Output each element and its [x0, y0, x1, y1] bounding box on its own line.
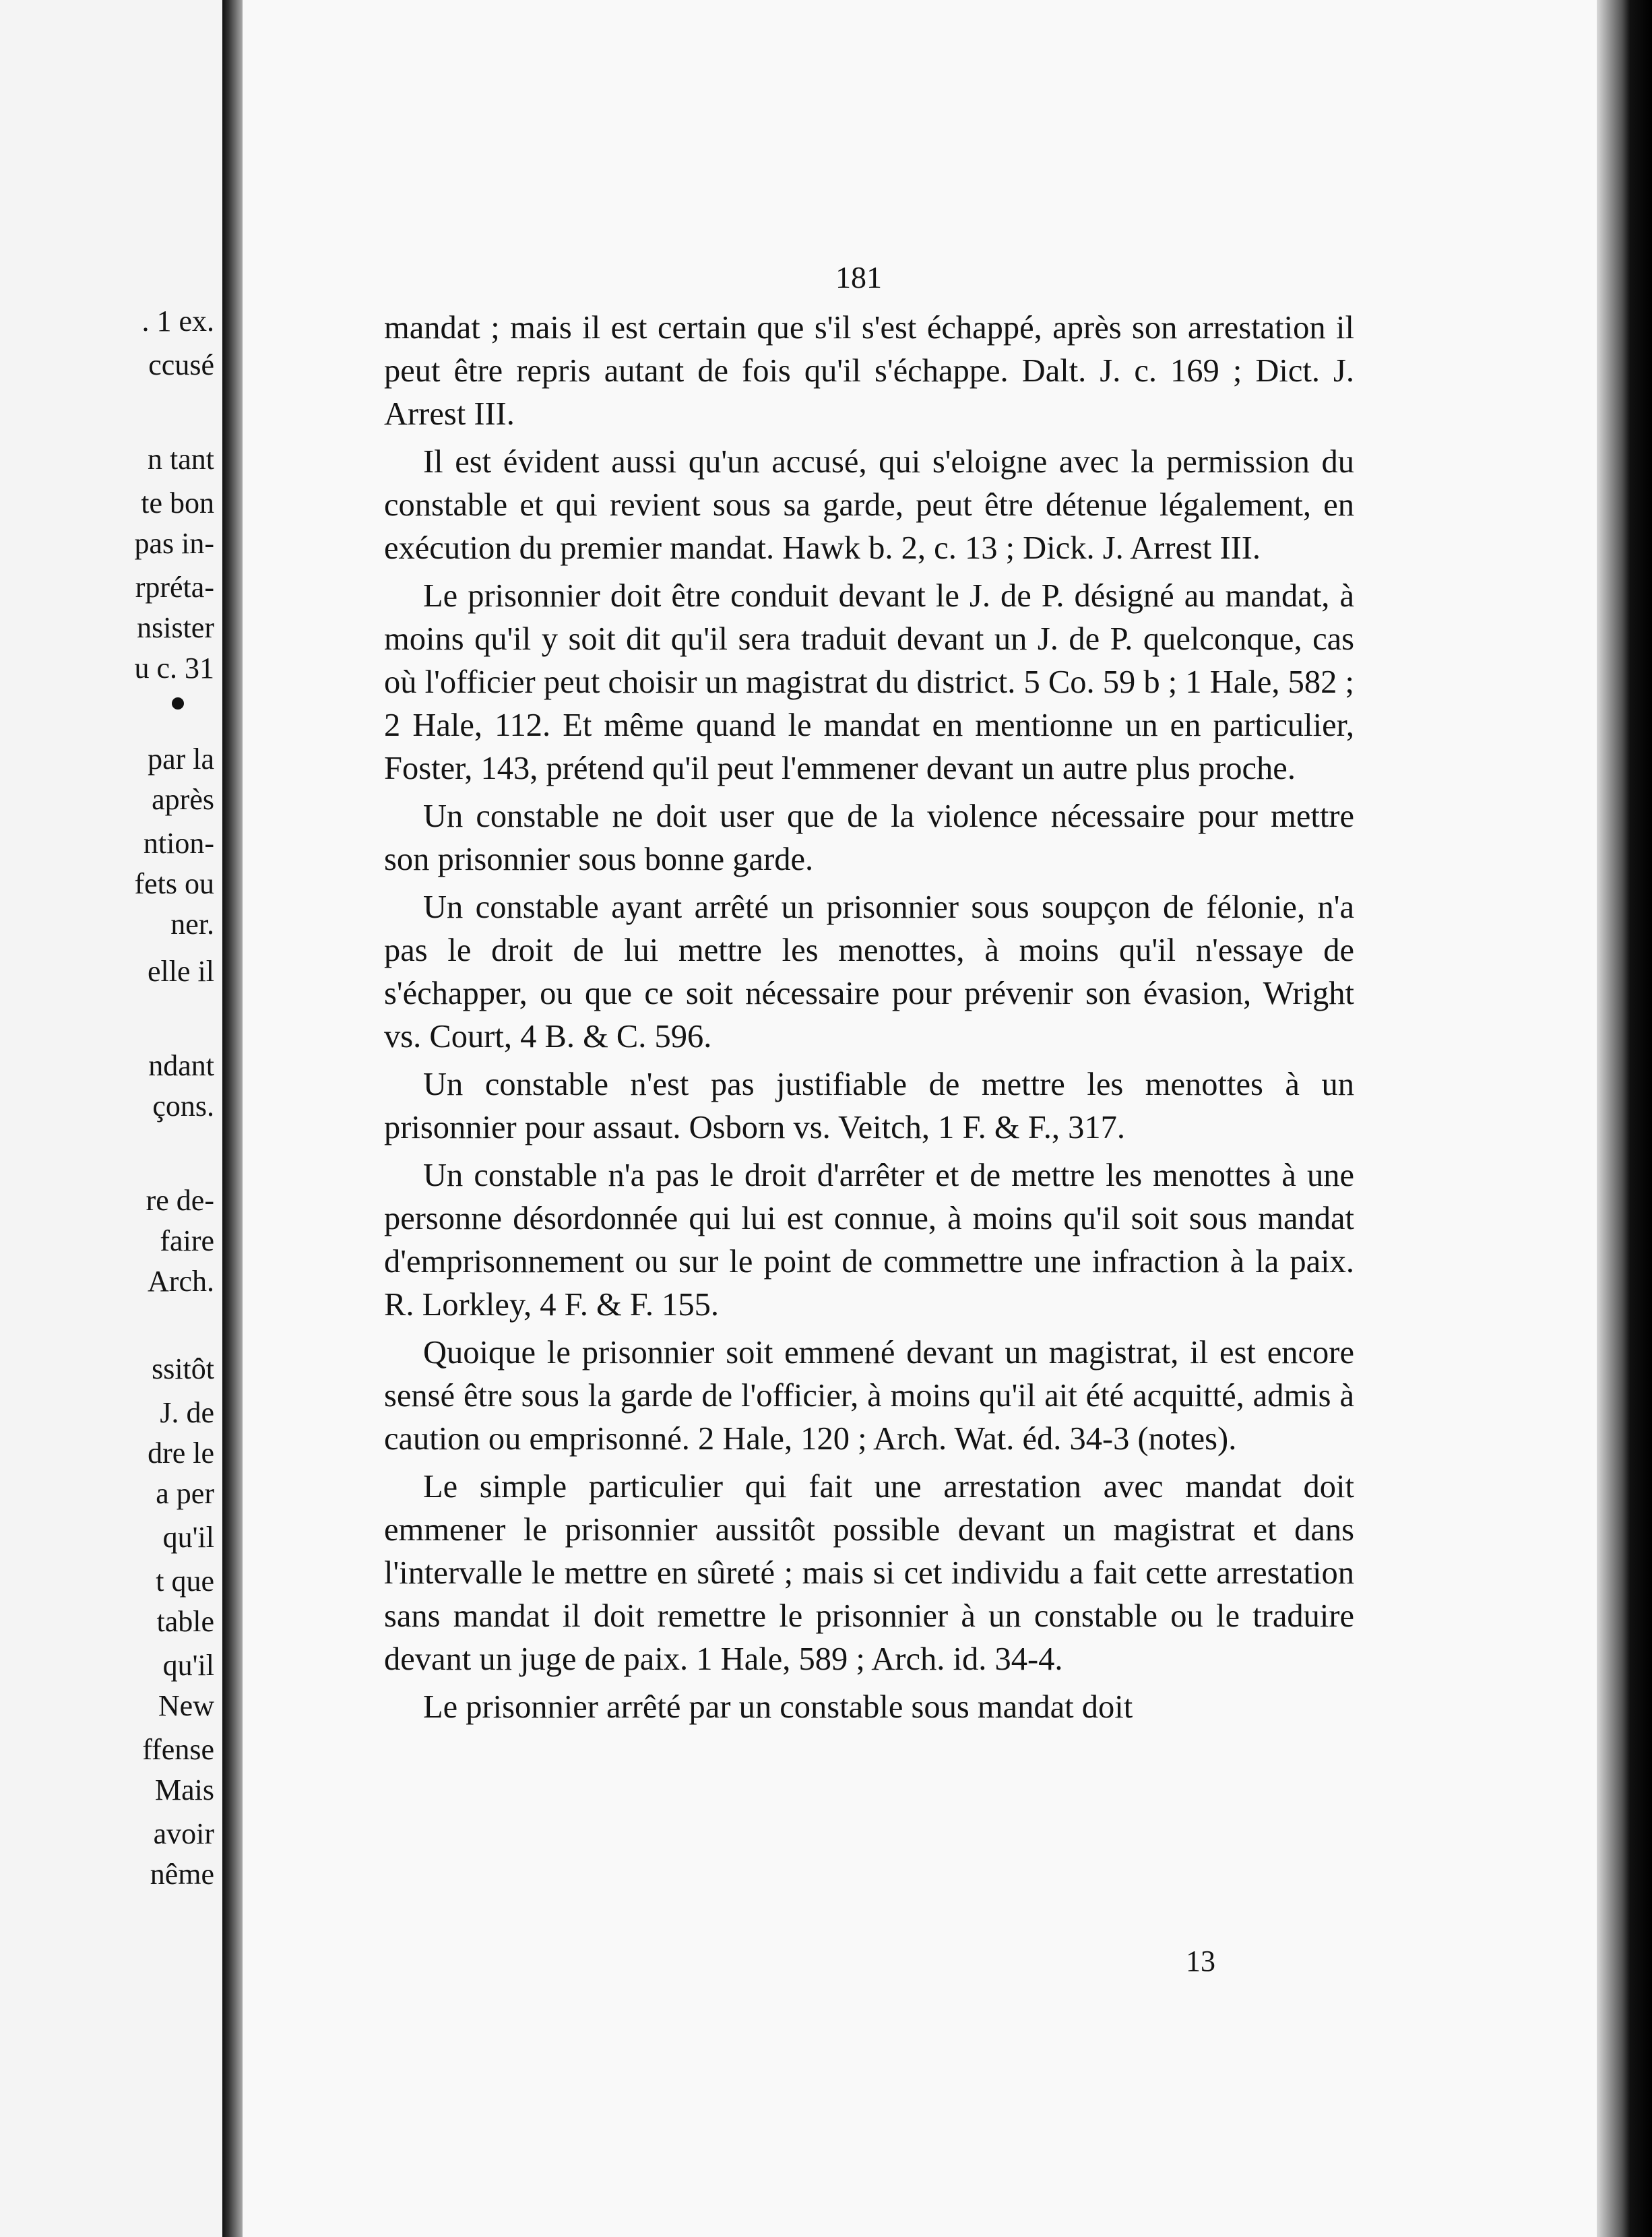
paragraph: Le simple particulier qui fait une arrestation avec mandat doit emmener le prisonnier aussitôt possible devant un magistrat et dans l'intervalle le mettre en sûreté ; mais si cet individu a fait cette arrestation sans mandat il doit remettre le prisonnier à un constable ou le traduire devant un juge de paix. 1 Hale, 589 ; Arch. id. 34-4. — [384, 1469, 1354, 1677]
facing-page-text: re de- — [146, 1184, 214, 1217]
facing-page-text: fets ou — [134, 867, 214, 900]
facing-page-text: J. de — [160, 1396, 214, 1429]
facing-page-text: çons. — [152, 1090, 214, 1123]
facing-page-text: elle il — [148, 955, 214, 988]
page-gutter — [222, 0, 243, 2237]
paragraph: Un constable ayant arrêté un prisonnier sous soupçon de félonie, n'a pas le droit de lui mettre les menottes, à moins qu'il n'essaye de s'échapper, ou que ce soit nécessaire pour prévenir son évasion, Wright vs. Court, 4 B. & C. 596. — [384, 889, 1354, 1054]
facing-page-text: Mais — [155, 1773, 214, 1806]
paragraph-continued: mandat ; mais il est certain que s'il s'est échappé, après son arrestation il peut être repris autant de fois qu'il s'échappe. Dalt. J. c. 169 ; Dict. J. Arrest III. — [384, 310, 1354, 432]
facing-page-text: ner. — [170, 908, 214, 941]
facing-page-text: Arch. — [148, 1265, 214, 1298]
paragraph: Le prisonnier doit être conduit devant le J. de P. désigné au mandat, à moins qu'il y soit dit qu'il sera traduit devant un J. de P. quelconque, cas où l'officier peut choisir un magistrat du district. 5 Co. 59 b ; 1 Hale, 582 ; 2 Hale, 112. Et même quand le mandat en mentionne un en particulier, Foster, 143, prétend qu'il peut l'emmener devant un autre plus proche. — [384, 578, 1354, 786]
paragraph-final: Le prisonnier arrêté par un constable sous mandat doit — [423, 1689, 1133, 1725]
facing-page-text: pas in- — [134, 527, 214, 560]
facing-page-text: New — [158, 1689, 214, 1722]
facing-page-text: ffense — [142, 1733, 214, 1766]
facing-page-text: ndant — [148, 1049, 214, 1082]
facing-page-text: nsister — [137, 611, 214, 644]
paragraph: Il est évident aussi qu'un accusé, qui s'eloigne avec la permission du constable et qui revient sous sa garde, peut être détenue légalement, en exécution du premier mandat. Hawk b. 2, c. 13 ; Dick. J. Arrest III. — [384, 444, 1354, 566]
facing-page-text: après — [152, 783, 214, 816]
paragraph: Un constable n'est pas justifiable de mettre les menottes à un prisonnier pour assaut. Osborn vs. Veitch, 1 F. & F., 317. — [384, 1067, 1354, 1145]
paragraph: Quoique le prisonnier soit emmené devant un magistrat, il est encore sensé être sous la garde de l'officier, à moins qu'il ait été acquitté, admis à caution ou emprisonné. 2 Hale, 120 ; Arch. Wat. éd. 34-3 (notes). — [384, 1335, 1354, 1457]
signature-mark: 13 — [1186, 1945, 1215, 1978]
paragraph: Un constable ne doit user que de la violence nécessaire pour mettre son prisonnier sous bonne garde. — [384, 798, 1354, 877]
facing-page-text: u c. 31 — [134, 652, 214, 685]
facing-page-text: rpréta- — [135, 571, 214, 604]
facing-page-text: qu'il — [162, 1521, 214, 1554]
facing-page-text: . 1 ex. — [141, 305, 214, 338]
facing-page-text: n tant — [148, 443, 214, 476]
paragraph: Un constable n'a pas le droit d'arrêter et de mettre les menottes à une personne désordonnée qui lui est connue, à moins qu'il soit sous mandat d'emprisonnement ou sur le point de commettre une infraction à la paix. R. Lorkley, 4 F. & F. 155. — [384, 1158, 1354, 1323]
facing-page-text: ntion- — [143, 827, 214, 860]
facing-page-text: ssitôt — [152, 1352, 214, 1385]
facing-page-text: t que — [156, 1565, 214, 1598]
body-text — [384, 307, 1354, 1734]
facing-page-text: ccusé — [148, 348, 214, 381]
facing-page-fragment — [0, 0, 222, 2237]
facing-page-text: avoir — [153, 1817, 214, 1850]
page-number: 181 — [835, 260, 882, 294]
facing-page-text: te bon — [141, 486, 214, 519]
facing-page-text: table — [156, 1605, 214, 1638]
facing-page-text: dre le — [148, 1437, 214, 1470]
facing-page-text: faire — [160, 1224, 214, 1257]
facing-page-text: nême — [150, 1858, 214, 1891]
page-edge — [1597, 0, 1652, 2237]
facing-page-text: a per — [156, 1477, 214, 1510]
facing-page-text: qu'il — [162, 1649, 214, 1682]
margin-dot — [172, 697, 184, 710]
facing-page-text: par la — [148, 743, 214, 776]
